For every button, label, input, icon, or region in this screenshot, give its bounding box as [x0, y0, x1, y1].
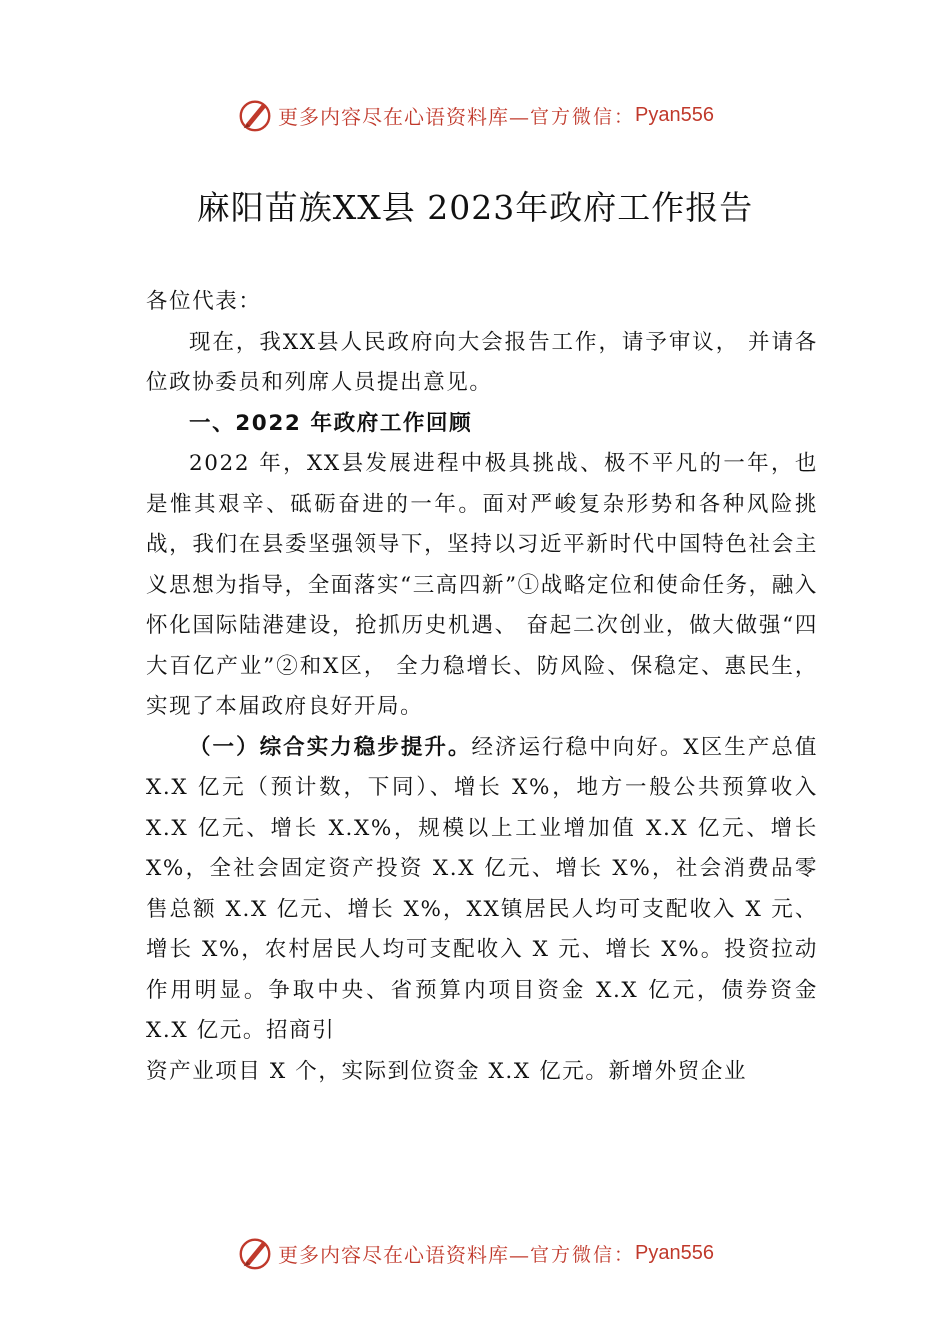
section-heading-review: 一、2022 年政府工作回顾 — [189, 410, 473, 436]
pen-seal-icon — [236, 1234, 274, 1272]
watermark-brand-text: 更多内容尽在心语资料库— — [278, 1242, 530, 1267]
watermark-wechat-label: 官方微信： — [530, 105, 636, 128]
watermark-wechat-id: Pyan556 — [635, 103, 714, 126]
intro-paragraph: 现在，我XX县人民政府向大会报告工作，请予审议， 并请各位政协委员和列席人员提出意见。 — [146, 329, 818, 395]
watermark-brand-text: 更多内容尽在心语资料库— — [278, 104, 530, 129]
paragraph-strength — [146, 728, 818, 1052]
watermark-banner-top — [0, 96, 950, 139]
paragraph-strength-text: 经济运行稳中向好。X区生产总值 X.X 亿元（预计数，下同）、增长 X%，地方一般公共预算收入 X.X 亿元、增长 X.X%，规模以上工业增加值 X.X 亿元、增长 X%，全社会固定资产投资 X.X 亿元、增长 X%，社会消费品零售总额 X.X 亿元、增长 X%，XX镇居民人均可支配收入 X 元、增长 X%，农村居民人均可支配收入 X 元、增长 X%。投资拉动作用明显。争取中央、省预算内项目资金 X.X 亿元，债券资金 X.X 亿元。招商引 — [146, 734, 819, 1043]
pen-seal-icon — [236, 96, 274, 134]
subheading-strength: （一）综合实力稳步提升。 — [189, 734, 472, 760]
paragraph-investment: 资产业项目 X 个，实际到位资金 X.X 亿元。新增外贸企业 — [146, 1058, 748, 1084]
document-title: 麻阳苗族XX县 2023年政府工作报告 — [196, 188, 754, 227]
watermark-wechat-id: Pyan556 — [635, 1241, 714, 1264]
paragraph-2022-overview: 2022 年，XX县发展进程中极具挑战、极不平凡的一年，也是惟其艰辛、砥砺奋进的一年。面对严峻复杂形势和各种风险挑战，我们在县委坚强领导下，坚持以习近平新时代中国特色社会主义思想为指导，全面落实“三高四新”①战略定位和使命任务，融入怀化国际陆港建设，抢抓历史机遇、 奋起二次创业，做大做强“四大百亿产业”②和X区， 全力稳增长、防风险、保稳定、惠民生，实现了本届政府良好开局。 — [146, 451, 818, 719]
watermark-wechat-label: 官方微信： — [530, 1243, 636, 1266]
document-body — [146, 282, 818, 1092]
salutation: 各位代表： — [146, 289, 262, 314]
watermark-banner-bottom — [0, 1234, 950, 1277]
